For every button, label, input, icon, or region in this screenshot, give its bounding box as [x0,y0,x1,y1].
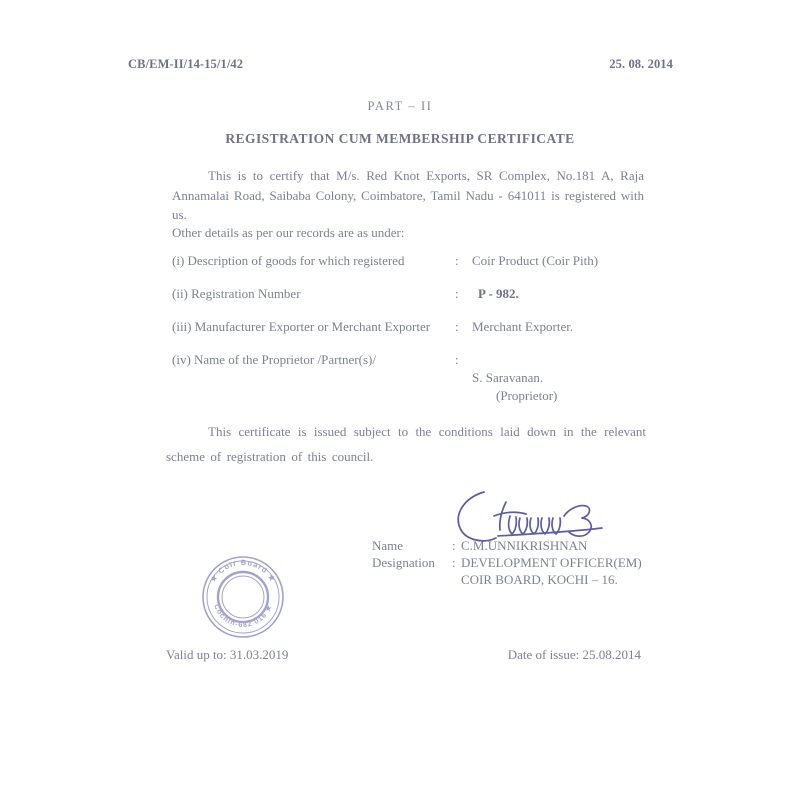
designation-colon: : [452,555,456,570]
part-title: PART – II [367,99,433,113]
round-rubber-stamp-icon [197,551,289,643]
closing-paragraph: This certificate is issued subject to the conditions laid down in the relevant scheme of registration of this council. [166,424,646,464]
svg-text:Cochin-682 016 ★: Cochin-682 016 ★ [212,602,274,630]
document-header [128,57,673,72]
detail-label: (iv) Name of the Proprietor /Partner(s)/ [172,352,376,367]
signature-name-line [372,537,642,554]
document-footer [166,647,641,663]
proprietor-name: S. Saravanan. [472,370,544,385]
detail-label: (iii) Manufacturer Exporter or Merchant Exporter [172,319,431,334]
proprietor-role: (Proprietor) [496,388,558,403]
detail-row [172,318,652,336]
detail-row [172,285,652,303]
svg-text:★ Coir Board ★: ★ Coir Board ★ [208,557,278,584]
other-details-intro: Other details as per our records are as under: [172,225,405,240]
valid-up-to: Valid up to: 31.03.2019 [166,647,289,662]
name-label: Name [372,538,404,553]
registration-number-value: P - 982. [478,286,519,301]
page-title: REGISTRATION CUM MEMBERSHIP CERTIFICATE [225,131,575,146]
signatory-office: COIR BOARD, KOCHI – 16. [461,572,618,587]
date-of-issue: Date of issue: 25.08.2014 [507,647,641,662]
name-colon: : [452,538,456,553]
detail-colon: : [455,319,459,334]
detail-row [172,351,652,423]
detail-colon: : [455,253,459,268]
signatory-designation: DEVELOPMENT OFFICER(EM) [461,555,642,570]
detail-row [172,252,652,270]
detail-value [472,351,652,423]
details-list [172,252,652,438]
detail-colon: : [455,352,459,367]
header-date: 25. 08. 2014 [609,57,673,71]
signature-designation-line [372,554,642,571]
reference-number: CB/EM-II/14-15/1/42 [128,57,244,71]
detail-value: Coir Product (Coir Pith) [472,253,599,268]
signature-text-lines [372,537,642,588]
certify-paragraph: This is to certify that M/s. Red Knot Exports, SR Complex, No.181 A, Raja Annamalai Road, Saibaba Colony, Coimbatore, Tamil Nadu - 641011 is registered with us. [172,168,644,222]
detail-label: (i) Description of goods for which registered [172,253,405,268]
signatory-name: C.M.UNNIKRISHNAN [461,538,588,553]
detail-label: (ii) Registration Number [172,286,301,301]
detail-colon: : [455,286,459,301]
detail-value: Merchant Exporter. [472,319,574,334]
designation-label: Designation [372,555,435,570]
